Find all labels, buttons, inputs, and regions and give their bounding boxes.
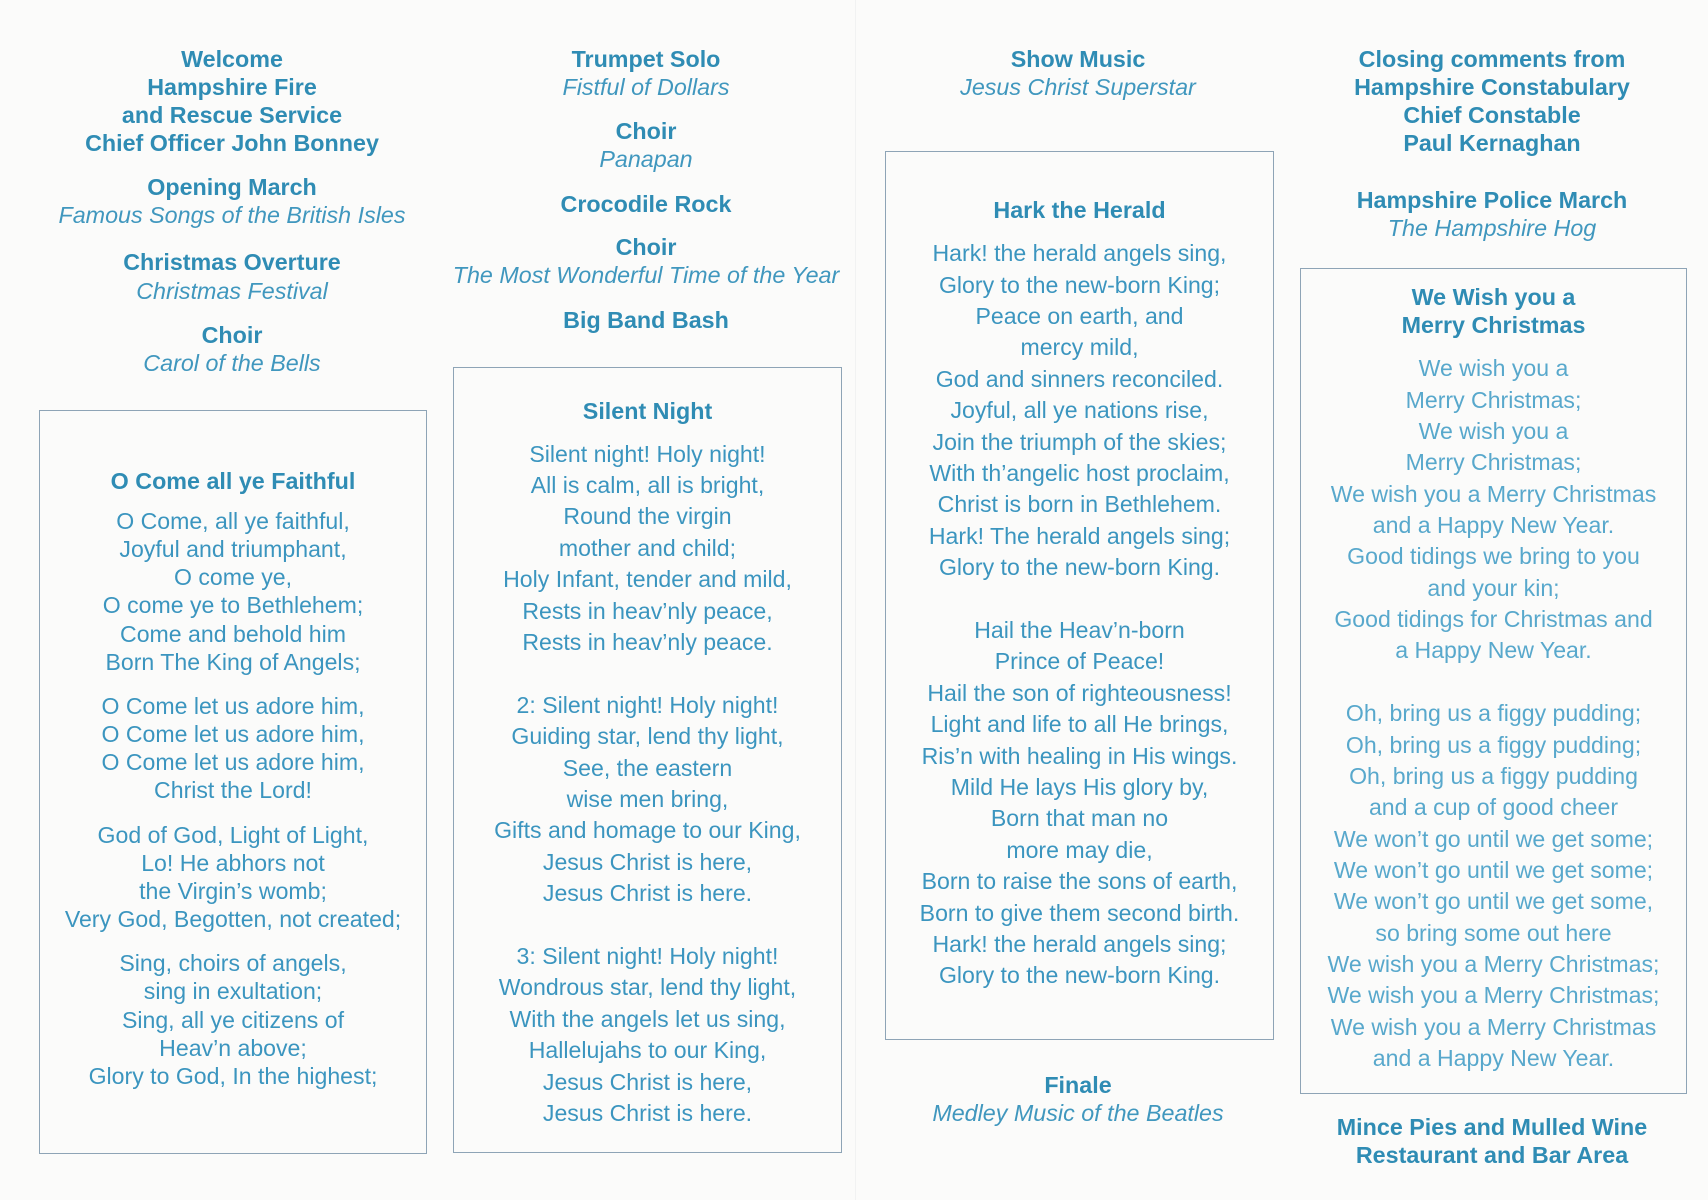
carol-title-line: We Wish you a [1411, 284, 1576, 311]
item-title: Choir [615, 117, 677, 144]
lyric-line: Jesus Christ is here. [542, 880, 753, 907]
closing-comments-block [1292, 45, 1692, 158]
police-march-item [1292, 186, 1692, 243]
lyric-line: Hark! the herald angels sing, [932, 240, 1227, 267]
lyric-line: a Happy New Year. [1395, 637, 1592, 664]
lyric-line: Christ is born in Bethlehem. [937, 491, 1222, 518]
lyric-line: Come and behold him [120, 620, 346, 647]
fold-line [855, 0, 856, 1200]
lyric-line: Peace on earth, and [975, 302, 1184, 329]
item-subtitle: Carol of the Bells [143, 350, 321, 377]
lyric-line: We wish you a [1418, 418, 1569, 445]
lyric-line: Born to raise the sons of earth, [921, 868, 1238, 895]
lyric-line: mercy mild, [1020, 334, 1139, 361]
closing-comments-line: Paul Kernaghan [1403, 130, 1581, 157]
lyric-line: Very God, Begotten, not created; [64, 906, 402, 932]
lyric-line: Merry Christmas; [1405, 386, 1582, 413]
item-title: Choir [201, 322, 263, 349]
item-subtitle: Medley Music of the Beatles [932, 1099, 1224, 1126]
lyric-line: Lo! He abhors not [141, 849, 325, 876]
lyric-line: Glory to the new-born King; [938, 271, 1221, 298]
item-title: Opening March [147, 174, 317, 201]
lyric-line: Oh, bring us a figgy pudding [1349, 762, 1638, 789]
lyric-line: and a Happy New Year. [1372, 512, 1615, 539]
lyric-line: God and sinners reconciled. [935, 365, 1224, 392]
lyric-line: O Come, all ye faithful, [116, 508, 350, 535]
refreshments-block [1292, 1113, 1692, 1170]
lyric-line: Holy Infant, tender and mild, [503, 566, 792, 593]
lyric-line: Born The King of Angels; [105, 648, 361, 675]
refreshments-line: Mince Pies and Mulled Wine [1336, 1114, 1648, 1140]
lyric-line: Good tidings we bring to you [1347, 543, 1640, 570]
choir-item-2 [446, 117, 846, 174]
show-music-item [878, 45, 1278, 102]
finale-item [878, 1071, 1278, 1128]
lyric-line: O come ye to Bethlehem; [102, 592, 364, 619]
big-band-bash-item [446, 306, 846, 334]
lyric-line: Merry Christmas; [1405, 449, 1582, 476]
lyric-line: Oh, bring us a figgy pudding; [1345, 731, 1642, 758]
lyric-line: We wish you a [1418, 355, 1569, 382]
lyric-line: Joyful and triumphant, [119, 536, 347, 563]
lyric-line: Light and life to all He brings, [930, 711, 1229, 738]
lyric-line: Hail the son of righteousness! [927, 679, 1232, 706]
item-title: Crocodile Rock [560, 190, 732, 217]
lyric-line: Round the virgin [563, 503, 732, 530]
closing-comments-line: Hampshire Constabulary [1354, 73, 1630, 100]
lyric-line: so bring some out here [1375, 919, 1612, 946]
item-subtitle: The Most Wonderful Time of the Year [452, 262, 840, 289]
lyric-line: O Come let us adore him, [101, 749, 365, 776]
carol-title [1301, 283, 1686, 340]
closing-comments-line: Closing comments from [1358, 45, 1626, 72]
item-subtitle: The Hampshire Hog [1387, 215, 1597, 242]
verse [454, 941, 841, 1129]
item-subtitle: Fistful of Dollars [562, 73, 730, 100]
lyric-line: Hail the Heav’n-born [974, 616, 1185, 643]
lyric-line: Hark! the herald angels sing; [932, 931, 1227, 958]
item-title: Trumpet Solo [571, 45, 721, 72]
carol-title: O Come all ye Faithful [110, 467, 356, 494]
christmas-overture-item [32, 248, 432, 305]
carol-lyrics [1301, 353, 1686, 1074]
closing-comments-line: Chief Constable [1403, 102, 1581, 129]
lyric-line: Gifts and homage to our King, [494, 817, 801, 844]
crocodile-rock-item [446, 190, 846, 218]
lyric-line: God of God, Light of Light, [97, 821, 369, 848]
lyric-line: O Come let us adore him, [101, 693, 365, 720]
welcome-line: Hampshire Fire [147, 73, 317, 100]
item-title: Big Band Bash [563, 307, 729, 333]
lyric-line: Glory to the new-born King. [938, 554, 1221, 581]
lyric-line: and your kin; [1427, 574, 1560, 601]
verse [40, 692, 426, 804]
choir-item-3 [446, 233, 846, 290]
lyric-line: Joyful, all ye nations rise, [950, 397, 1209, 424]
carol-lyrics [454, 439, 841, 1130]
lyric-line: O come ye, [173, 564, 293, 591]
carol-title-line: Merry Christmas [1401, 312, 1586, 339]
lyric-line: Join the triumph of the skies; [932, 428, 1227, 455]
refreshments-line: Restaurant and Bar Area [1355, 1142, 1629, 1169]
trumpet-solo-item [446, 45, 846, 102]
welcome-line: Chief Officer John Bonney [85, 130, 379, 157]
lyric-line: All is calm, all is bright, [530, 472, 765, 498]
lyric-line: Hallelujahs to our King, [528, 1037, 767, 1064]
carol-box-hark-the-herald [885, 151, 1274, 1040]
verse [454, 439, 841, 659]
lyric-line: 2: Silent night! Holy night! [516, 691, 779, 718]
lyric-line: We won’t go until we get some; [1333, 825, 1654, 852]
lyric-line: Good tidings for Christmas and [1334, 606, 1653, 633]
verse [1301, 353, 1686, 666]
item-title: Finale [1044, 1071, 1112, 1098]
verse [1301, 698, 1686, 1074]
verse [886, 238, 1273, 583]
lyric-line: O Come let us adore him, [101, 721, 365, 748]
lyric-line: With the angels let us sing, [509, 1005, 786, 1032]
carol-box-o-come [39, 410, 427, 1154]
lyric-line: mother and child; [558, 534, 737, 561]
verse [886, 615, 1273, 992]
item-title: Hampshire Police March [1356, 187, 1628, 214]
item-subtitle: Jesus Christ Superstar [960, 73, 1196, 100]
item-subtitle: Panapan [599, 145, 693, 172]
lyric-line: Wondrous star, lend thy light, [498, 974, 797, 1001]
lyric-line: Sing, choirs of angels, [119, 950, 347, 977]
carol-title: Silent Night [582, 397, 713, 424]
item-subtitle: Christmas Festival [136, 277, 328, 304]
lyric-line: and a cup of good cheer [1368, 794, 1619, 821]
carol-lyrics [40, 507, 426, 1090]
lyric-line: Hark! The herald angels sing; [928, 522, 1231, 549]
lyric-line: Silent night! Holy night! [529, 440, 766, 467]
lyric-line: Heav’n above; [159, 1034, 307, 1061]
verse [40, 949, 426, 1089]
lyric-line: 3: Silent night! Holy night! [516, 943, 779, 970]
item-title: Show Music [1010, 45, 1146, 72]
lyric-line: We wish you a Merry Christmas; [1327, 950, 1660, 977]
lyric-line: Jesus Christ is here. [542, 1100, 753, 1127]
lyric-line: wise men bring, [566, 786, 729, 813]
lyric-line: Prince of Peace! [994, 648, 1165, 675]
lyric-line: Rests in heav’nly peace, [522, 597, 773, 624]
lyric-line: Sing, all ye citizens of [121, 1006, 345, 1033]
welcome-line: and Rescue Service [121, 102, 343, 129]
welcome-block [32, 45, 432, 158]
lyric-line: Mild He lays His glory by, [950, 773, 1209, 800]
lyric-line: See, the eastern [562, 754, 733, 781]
lyric-line: Ris’n with healing in His wings. [921, 742, 1238, 769]
lyric-line: sing in exultation; [143, 978, 323, 1005]
lyric-line: Born that man no [990, 805, 1169, 832]
lyric-line: We won’t go until we get some; [1333, 856, 1654, 883]
welcome-line: Welcome [181, 45, 283, 72]
choir-item-1 [32, 321, 432, 378]
carol-lyrics [886, 238, 1273, 992]
lyric-line: Jesus Christ is here, [542, 1068, 753, 1095]
lyric-line: Glory to God, In the highest; [88, 1062, 378, 1089]
item-title: Christmas Overture [123, 249, 341, 276]
lyric-line: Born to give them second birth. [919, 899, 1240, 926]
opening-march-item [32, 173, 432, 230]
carol-box-silent-night [453, 367, 842, 1153]
lyric-line: Oh, bring us a figgy pudding; [1345, 700, 1642, 727]
lyric-line: Christ the Lord! [154, 777, 312, 804]
lyric-line: We won’t go until we get some, [1333, 888, 1654, 915]
lyric-line: more may die, [1006, 836, 1153, 863]
lyric-line: We wish you a Merry Christmas [1330, 480, 1657, 507]
lyric-line: and a Happy New Year. [1372, 1044, 1615, 1071]
verse [40, 507, 426, 676]
lyric-line: Jesus Christ is here, [542, 848, 753, 875]
verse [40, 821, 426, 933]
verse [454, 690, 841, 910]
lyric-line: We wish you a Merry Christmas; [1327, 982, 1660, 1009]
lyric-line: Rests in heav’nly peace. [522, 629, 773, 656]
item-title: Choir [615, 234, 677, 261]
lyric-line: the Virgin’s womb; [139, 877, 327, 904]
lyric-line: Guiding star, lend thy light, [511, 723, 784, 750]
lyric-line: We wish you a Merry Christmas [1330, 1013, 1657, 1040]
item-subtitle: Famous Songs of the British Isles [58, 202, 406, 229]
lyric-line: Glory to the new-born King. [938, 962, 1221, 989]
lyric-line: With th’angelic host proclaim, [929, 459, 1230, 486]
carol-title: Hark the Herald [993, 197, 1166, 223]
carol-box-we-wish-you [1300, 268, 1687, 1094]
